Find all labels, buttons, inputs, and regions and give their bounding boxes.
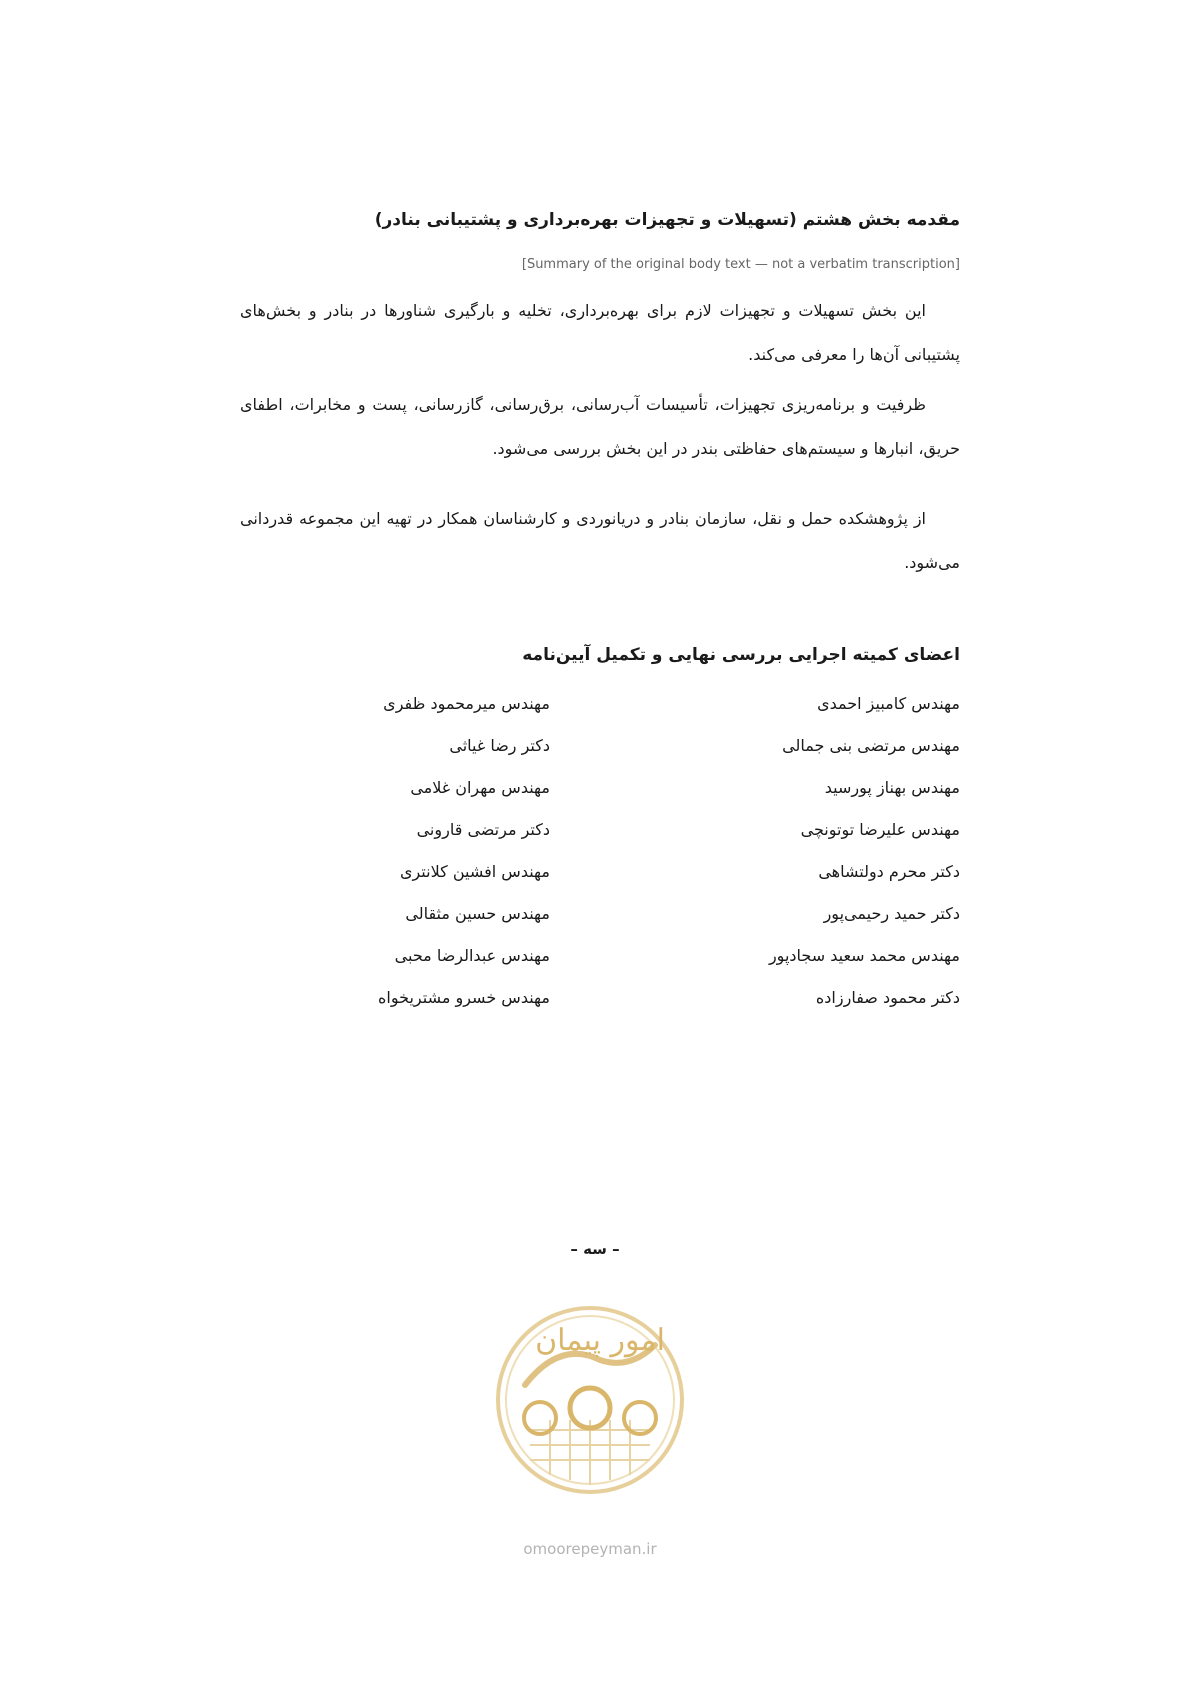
acknowledgement-paragraph: از پژوهشکده حمل و نقل، سازمان بنادر و دریانوردی و کارشناسان همکار در تهیه این مجموعه قدردانی می‌شود.	[240, 509, 960, 572]
member-name: مهندس حسین مثقالی	[405, 904, 550, 923]
summary-note: [Summary of the original body text — not a verbatim transcription]	[521, 257, 960, 272]
watermark-logo	[490, 1300, 690, 1530]
committee-members	[240, 683, 960, 1023]
member-name: مهندس عبدالرضا محبی	[394, 946, 550, 965]
member-name: مهندس محمد سعید سجادپور	[768, 946, 960, 965]
logo-text: امور پیمان	[535, 1323, 665, 1358]
section-title: مقدمه بخش هشتم (تسهیلات و تجهیزات بهره‌برداری و پشتیبانی بنادر)	[374, 210, 960, 230]
member-name: مهندس میرمحمود ظفری	[383, 694, 550, 713]
member-name: مهندس مهران غلامی	[410, 778, 550, 797]
members-left-column	[210, 683, 550, 1019]
watermark-site: omoorepeyman.ir	[523, 1540, 657, 1558]
member-name: مهندس بهناز پورسید	[824, 778, 960, 797]
member-name: مهندس علیرضا توتونچی	[800, 820, 960, 839]
member-name: مهندس خسرو مشتریخواه	[378, 988, 550, 1007]
document-page	[240, 205, 960, 1023]
member-name: دکتر حمید رحیمی‌پور	[823, 904, 960, 923]
committee-title: اعضای کمیته اجرایی بررسی نهایی و تکمیل آیین‌نامه	[522, 645, 960, 665]
page-number: – سه –	[570, 1240, 620, 1258]
member-name: دکتر رضا غیاثی	[449, 736, 550, 755]
member-name: مهندس مرتضی بنی جمالی	[782, 736, 960, 755]
intro-paragraph-2: ظرفیت و برنامه‌ریزی تجهیزات، تأسیسات آب‌رسانی، برق‌رسانی، گازرسانی، پست و مخابرات، اطفای حریق، انبارها و سیستم‌های حفاظتی بندر در این بخش بررسی می‌شود.	[240, 395, 960, 458]
member-name: مهندس کامبیز احمدی	[817, 694, 960, 713]
member-name: دکتر مرتضی قارونی	[416, 820, 550, 839]
member-name: دکتر محمود صفارزاده	[815, 988, 960, 1007]
intro-paragraph-1: این بخش تسهیلات و تجهیزات لازم برای بهره‌برداری، تخلیه و بارگیری شناورها در بنادر و بخش‌های پشتیبانی آن‌ها را معرفی می‌کند.	[240, 301, 960, 364]
member-name: دکتر محرم دولتشاهی	[818, 862, 960, 881]
members-right-column	[620, 683, 960, 1019]
member-name: مهندس افشین کلانتری	[399, 862, 550, 881]
